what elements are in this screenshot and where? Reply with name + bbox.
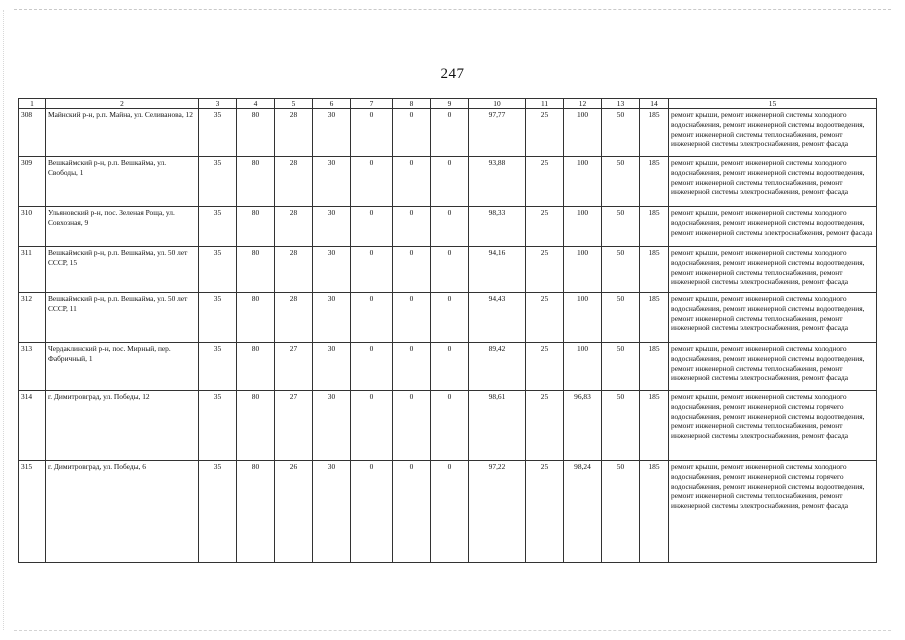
value-cell-c14: 185 xyxy=(640,343,669,391)
value-cell-c5: 28 xyxy=(275,207,313,247)
value-cell-c12: 100 xyxy=(564,293,602,343)
value-cell-c4: 80 xyxy=(237,109,275,157)
column-header-8: 8 xyxy=(393,99,431,109)
repair-register-table xyxy=(18,98,877,563)
value-cell-c12: 100 xyxy=(564,207,602,247)
value-cell-c6: 30 xyxy=(313,109,351,157)
value-cell-c14: 185 xyxy=(640,391,669,461)
column-header-9: 9 xyxy=(431,99,469,109)
address-cell: Вешкаймский р-н, р.п. Вешкайма, ул. 50 лет СССР, 11 xyxy=(46,293,199,343)
value-cell-c8: 0 xyxy=(393,461,431,563)
value-cell-c8: 0 xyxy=(393,293,431,343)
value-cell-c11: 25 xyxy=(526,207,564,247)
value-cell-c10: 98,33 xyxy=(469,207,526,247)
value-cell-c7: 0 xyxy=(351,391,393,461)
value-cell-c12: 100 xyxy=(564,157,602,207)
value-cell-c10: 97,22 xyxy=(469,461,526,563)
works-cell: ремонт крыши, ремонт инженерной системы холодного водоснабжения, ремонт инженерной системы горячего водоснабжения, ремонт инженерной системы водоотведения, ремонт инженерной системы теплоснабжения, ремонт инженерной системы электроснабжения, ремонт фасада xyxy=(669,461,877,563)
address-cell: Вешкаймский р-н, р.п. Вешкайма, ул. Свободы, 1 xyxy=(46,157,199,207)
row-number-cell: 308 xyxy=(19,109,46,157)
value-cell-c13: 50 xyxy=(602,391,640,461)
row-number-cell: 313 xyxy=(19,343,46,391)
value-cell-c9: 0 xyxy=(431,293,469,343)
value-cell-c3: 35 xyxy=(199,109,237,157)
address-cell: г. Димитровград, ул. Победы, 6 xyxy=(46,461,199,563)
value-cell-c12: 98,24 xyxy=(564,461,602,563)
value-cell-c11: 25 xyxy=(526,157,564,207)
value-cell-c8: 0 xyxy=(393,157,431,207)
value-cell-c5: 26 xyxy=(275,461,313,563)
value-cell-c4: 80 xyxy=(237,461,275,563)
address-cell: Майнский р-н, р.п. Майна, ул. Селиванова, 12 xyxy=(46,109,199,157)
address-cell: Ульяновский р-н, пос. Зеленая Роща, ул. Совхозная, 9 xyxy=(46,207,199,247)
value-cell-c3: 35 xyxy=(199,293,237,343)
value-cell-c5: 28 xyxy=(275,293,313,343)
table-row xyxy=(19,109,877,157)
value-cell-c7: 0 xyxy=(351,109,393,157)
works-cell: ремонт крыши, ремонт инженерной системы холодного водоснабжения, ремонт инженерной системы водоотведения, ремонт инженерной системы электроснабжения, ремонт фасада xyxy=(669,207,877,247)
value-cell-c14: 185 xyxy=(640,207,669,247)
value-cell-c14: 185 xyxy=(640,247,669,293)
value-cell-c6: 30 xyxy=(313,391,351,461)
value-cell-c11: 25 xyxy=(526,247,564,293)
value-cell-c7: 0 xyxy=(351,157,393,207)
value-cell-c8: 0 xyxy=(393,207,431,247)
value-cell-c9: 0 xyxy=(431,157,469,207)
value-cell-c11: 25 xyxy=(526,109,564,157)
works-cell: ремонт крыши, ремонт инженерной системы холодного водоснабжения, ремонт инженерной системы водоотведения, ремонт инженерной системы теплоснабжения, ремонт инженерной системы электроснабжения, ремонт фасада xyxy=(669,109,877,157)
value-cell-c6: 30 xyxy=(313,343,351,391)
value-cell-c7: 0 xyxy=(351,207,393,247)
table-row xyxy=(19,207,877,247)
value-cell-c13: 50 xyxy=(602,157,640,207)
value-cell-c3: 35 xyxy=(199,157,237,207)
table-row xyxy=(19,461,877,563)
row-number-cell: 311 xyxy=(19,247,46,293)
column-number-row xyxy=(19,99,877,109)
value-cell-c9: 0 xyxy=(431,247,469,293)
value-cell-c13: 50 xyxy=(602,461,640,563)
value-cell-c11: 25 xyxy=(526,343,564,391)
value-cell-c7: 0 xyxy=(351,247,393,293)
address-cell: Чердаклинский р-н, пос. Мирный, пер. Фабричный, 1 xyxy=(46,343,199,391)
column-header-4: 4 xyxy=(237,99,275,109)
value-cell-c6: 30 xyxy=(313,247,351,293)
column-header-13: 13 xyxy=(602,99,640,109)
value-cell-c8: 0 xyxy=(393,247,431,293)
value-cell-c10: 98,61 xyxy=(469,391,526,461)
value-cell-c4: 80 xyxy=(237,247,275,293)
value-cell-c3: 35 xyxy=(199,247,237,293)
value-cell-c10: 89,42 xyxy=(469,343,526,391)
column-header-11: 11 xyxy=(526,99,564,109)
value-cell-c10: 93,88 xyxy=(469,157,526,207)
value-cell-c7: 0 xyxy=(351,293,393,343)
row-number-cell: 312 xyxy=(19,293,46,343)
column-header-10: 10 xyxy=(469,99,526,109)
value-cell-c14: 185 xyxy=(640,157,669,207)
column-header-5: 5 xyxy=(275,99,313,109)
value-cell-c5: 28 xyxy=(275,157,313,207)
value-cell-c6: 30 xyxy=(313,157,351,207)
page-number: 247 xyxy=(440,66,465,82)
scan-edge-top xyxy=(14,9,891,10)
column-header-1: 1 xyxy=(19,99,46,109)
value-cell-c5: 27 xyxy=(275,391,313,461)
value-cell-c3: 35 xyxy=(199,391,237,461)
value-cell-c8: 0 xyxy=(393,109,431,157)
value-cell-c14: 185 xyxy=(640,293,669,343)
table-row xyxy=(19,293,877,343)
value-cell-c5: 27 xyxy=(275,343,313,391)
value-cell-c6: 30 xyxy=(313,293,351,343)
row-number-cell: 310 xyxy=(19,207,46,247)
value-cell-c10: 94,43 xyxy=(469,293,526,343)
works-cell: ремонт крыши, ремонт инженерной системы холодного водоснабжения, ремонт инженерной системы водоотведения, ремонт инженерной системы теплоснабжения, ремонт инженерной системы электроснабжения, ремонт фасада xyxy=(669,343,877,391)
value-cell-c11: 25 xyxy=(526,461,564,563)
address-cell: г. Димитровград, ул. Победы, 12 xyxy=(46,391,199,461)
value-cell-c11: 25 xyxy=(526,293,564,343)
column-header-12: 12 xyxy=(564,99,602,109)
row-number-cell: 314 xyxy=(19,391,46,461)
works-cell: ремонт крыши, ремонт инженерной системы холодного водоснабжения, ремонт инженерной системы водоотведения, ремонт инженерной системы теплоснабжения, ремонт инженерной системы электроснабжения, ремонт фасада xyxy=(669,157,877,207)
value-cell-c13: 50 xyxy=(602,343,640,391)
table-row xyxy=(19,391,877,461)
value-cell-c7: 0 xyxy=(351,461,393,563)
value-cell-c3: 35 xyxy=(199,461,237,563)
value-cell-c14: 185 xyxy=(640,461,669,563)
works-cell: ремонт крыши, ремонт инженерной системы холодного водоснабжения, ремонт инженерной системы водоотведения, ремонт инженерной системы теплоснабжения, ремонт инженерной системы электроснабжения, ремонт фасада xyxy=(669,247,877,293)
value-cell-c12: 96,83 xyxy=(564,391,602,461)
value-cell-c13: 50 xyxy=(602,247,640,293)
column-header-15: 15 xyxy=(669,99,877,109)
value-cell-c6: 30 xyxy=(313,461,351,563)
value-cell-c9: 0 xyxy=(431,343,469,391)
value-cell-c3: 35 xyxy=(199,207,237,247)
value-cell-c5: 28 xyxy=(275,109,313,157)
column-header-6: 6 xyxy=(313,99,351,109)
value-cell-c4: 80 xyxy=(237,293,275,343)
column-header-2: 2 xyxy=(46,99,199,109)
table-row xyxy=(19,343,877,391)
value-cell-c9: 0 xyxy=(431,391,469,461)
value-cell-c14: 185 xyxy=(640,109,669,157)
value-cell-c7: 0 xyxy=(351,343,393,391)
value-cell-c13: 50 xyxy=(602,109,640,157)
scan-edge-left xyxy=(3,10,4,630)
value-cell-c10: 97,77 xyxy=(469,109,526,157)
value-cell-c12: 100 xyxy=(564,109,602,157)
value-cell-c11: 25 xyxy=(526,391,564,461)
table-row xyxy=(19,157,877,207)
value-cell-c6: 30 xyxy=(313,207,351,247)
value-cell-c4: 80 xyxy=(237,157,275,207)
value-cell-c13: 50 xyxy=(602,293,640,343)
value-cell-c13: 50 xyxy=(602,207,640,247)
value-cell-c4: 80 xyxy=(237,207,275,247)
value-cell-c10: 94,16 xyxy=(469,247,526,293)
works-cell: ремонт крыши, ремонт инженерной системы холодного водоснабжения, ремонт инженерной системы водоотведения, ремонт инженерной системы теплоснабжения, ремонт инженерной системы электроснабжения, ремонт фасада xyxy=(669,293,877,343)
value-cell-c8: 0 xyxy=(393,343,431,391)
row-number-cell: 309 xyxy=(19,157,46,207)
scan-edge-bottom xyxy=(14,630,891,631)
table-body xyxy=(19,109,877,563)
value-cell-c5: 28 xyxy=(275,247,313,293)
value-cell-c12: 100 xyxy=(564,343,602,391)
value-cell-c8: 0 xyxy=(393,391,431,461)
value-cell-c4: 80 xyxy=(237,391,275,461)
value-cell-c12: 100 xyxy=(564,247,602,293)
column-header-7: 7 xyxy=(351,99,393,109)
table-row xyxy=(19,247,877,293)
address-cell: Вешкаймский р-н, р.п. Вешкайма, ул. 50 лет СССР, 15 xyxy=(46,247,199,293)
works-cell: ремонт крыши, ремонт инженерной системы холодного водоснабжения, ремонт инженерной системы горячего водоснабжения, ремонт инженерной системы водоотведения, ремонт инженерной системы теплоснабжения, ремонт инженерной системы электроснабжения, ремонт фасада xyxy=(669,391,877,461)
value-cell-c3: 35 xyxy=(199,343,237,391)
column-header-3: 3 xyxy=(199,99,237,109)
value-cell-c9: 0 xyxy=(431,109,469,157)
column-header-14: 14 xyxy=(640,99,669,109)
value-cell-c4: 80 xyxy=(237,343,275,391)
value-cell-c9: 0 xyxy=(431,461,469,563)
row-number-cell: 315 xyxy=(19,461,46,563)
value-cell-c9: 0 xyxy=(431,207,469,247)
